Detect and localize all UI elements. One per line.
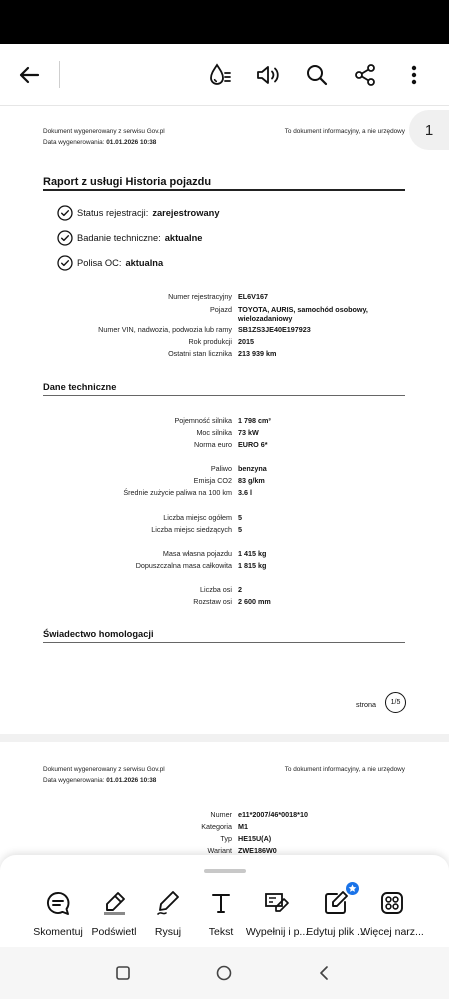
status-bar [0, 0, 449, 44]
tech-label: Dopuszczalna masa całkowita [135, 561, 232, 570]
tool-comment[interactable]: Skomentuj [26, 888, 90, 938]
page-counter-badge[interactable]: 1 [409, 110, 449, 150]
tech-label: Średnie zużycie paliwa na 100 km [123, 488, 232, 497]
tech-label: Masa własna pojazdu [162, 549, 232, 558]
recent-apps-icon[interactable] [111, 961, 135, 985]
tech-label: Rozstaw osi [193, 597, 232, 606]
page-footer-number: 1/5 [385, 692, 406, 713]
star-badge-icon [346, 882, 359, 895]
tech-value: 5 [238, 513, 242, 522]
edit-file-icon [321, 888, 351, 918]
app-bar-divider [59, 61, 60, 88]
tech-label: Pojemność silnika [174, 416, 232, 425]
tech-value: 83 g/km [238, 476, 265, 485]
tech-value: EURO 6* [238, 440, 268, 449]
tool-text[interactable]: Tekst [189, 888, 253, 938]
tools-bottom-sheet [0, 855, 449, 947]
check-circle-icon [57, 255, 73, 271]
homologation-label: Wariant [207, 846, 232, 855]
document-viewer[interactable] [0, 106, 449, 858]
draw-icon [153, 888, 183, 918]
vehicle-label: Pojazd [210, 305, 232, 314]
highlight-icon [99, 888, 129, 918]
app-bar [0, 44, 449, 106]
homologation-value: e11*2007/46*0018*10 [238, 810, 308, 819]
system-back-icon[interactable] [312, 961, 336, 985]
home-icon[interactable] [212, 961, 236, 985]
pdf-page-2 [0, 742, 449, 858]
tool-highlight[interactable]: Podświetl [82, 888, 146, 938]
tool-edit-file[interactable]: Edytuj plik ... [304, 888, 368, 938]
report-title: Raport z usługi Historia pojazdu [43, 176, 212, 188]
tech-value: benzyna [238, 464, 267, 473]
liquid-mode-icon[interactable] [203, 58, 237, 92]
tool-more-tools[interactable]: Więcej narz... [360, 888, 424, 938]
tech-value: 5 [238, 525, 242, 534]
tech-label: Liczba miejsc siedzących [151, 525, 232, 534]
vehicle-value: TOYOTA, AURIS, samochód osobowy, wielozadaniowy [238, 305, 368, 323]
tech-value: 2 [238, 585, 242, 594]
vehicle-value: SB1ZS3JE40E197923 [238, 325, 311, 334]
system-navigation-bar [0, 947, 449, 999]
homologation-value: HE15U(A) [238, 834, 272, 843]
search-icon[interactable] [300, 58, 334, 92]
tech-label: Norma euro [194, 440, 232, 449]
tech-label: Liczba osi [200, 585, 232, 594]
section-rule [43, 395, 405, 396]
tech-value: 73 kW [238, 428, 259, 437]
tech-label: Liczba miejsc ogółem [163, 513, 232, 522]
title-rule [43, 189, 405, 191]
page-header-date: Data wygenerowania: 01.01.2026 10:38 [43, 139, 157, 146]
tool-draw[interactable]: Rysuj [136, 888, 200, 938]
tech-value: 2 600 mm [238, 597, 271, 606]
tech-label: Paliwo [210, 464, 232, 473]
check-circle-icon [57, 230, 73, 246]
page-header-disclaimer: To dokument informacyjny, a nie urzędowy [284, 766, 405, 773]
pdf-page-1 [0, 106, 449, 734]
homologation-label: Numer [210, 810, 232, 819]
homologation-value: M1 [238, 822, 248, 831]
section-heading-tech: Dane techniczne [43, 382, 117, 392]
homologation-label: Typ [220, 834, 232, 843]
share-icon[interactable] [348, 58, 382, 92]
tech-value: 1 798 cm³ [238, 416, 271, 425]
vehicle-value: EL6V167 [238, 292, 268, 301]
tech-label: Emisja CO2 [193, 476, 232, 485]
comment-icon [43, 888, 73, 918]
more-tools-icon [377, 888, 407, 918]
sheet-drag-handle[interactable] [204, 869, 246, 873]
page-header-disclaimer: To dokument informacyjny, a nie urzędowy [284, 128, 405, 135]
text-icon [206, 888, 236, 918]
tech-value: 1 415 kg [238, 549, 267, 558]
tool-fill-sign[interactable]: Wypełnij i p... [245, 888, 309, 938]
page-header-source: Dokument wygenerowany z serwisu Gov.pl [43, 766, 165, 773]
page-header-source: Dokument wygenerowany z serwisu Gov.pl [43, 128, 165, 135]
homologation-value: ZWE186W0 [238, 846, 277, 855]
status-insurance: Polisa OC: aktualna [57, 255, 163, 271]
tech-value: 3.6 l [238, 488, 252, 497]
page-footer-label: strona [356, 700, 376, 709]
more-options-icon[interactable] [397, 58, 431, 92]
check-circle-icon [57, 205, 73, 221]
section-heading-homologation: Świadectwo homologacji [43, 629, 154, 639]
vehicle-label: Numer VIN, nadwozia, podwozia lub ramy [98, 325, 232, 334]
vehicle-label: Rok produkcji [188, 337, 232, 346]
status-registration: Status rejestracji: zarejestrowany [57, 205, 220, 221]
vehicle-value: 2015 [238, 337, 254, 346]
back-arrow-icon[interactable] [12, 58, 46, 92]
homologation-label: Kategoria [201, 822, 232, 831]
vehicle-value: 213 939 km [238, 349, 277, 358]
status-inspection: Badanie techniczne: aktualne [57, 230, 202, 246]
section-rule [43, 642, 405, 643]
read-aloud-icon[interactable] [251, 58, 285, 92]
tech-value: 1 815 kg [238, 561, 267, 570]
page-header-date: Data wygenerowania: 01.01.2026 10:38 [43, 777, 157, 784]
tech-label: Moc silnika [196, 428, 232, 437]
vehicle-label: Numer rejestracyjny [168, 292, 232, 301]
fill-sign-icon [262, 888, 292, 918]
vehicle-label: Ostatni stan licznika [168, 349, 232, 358]
